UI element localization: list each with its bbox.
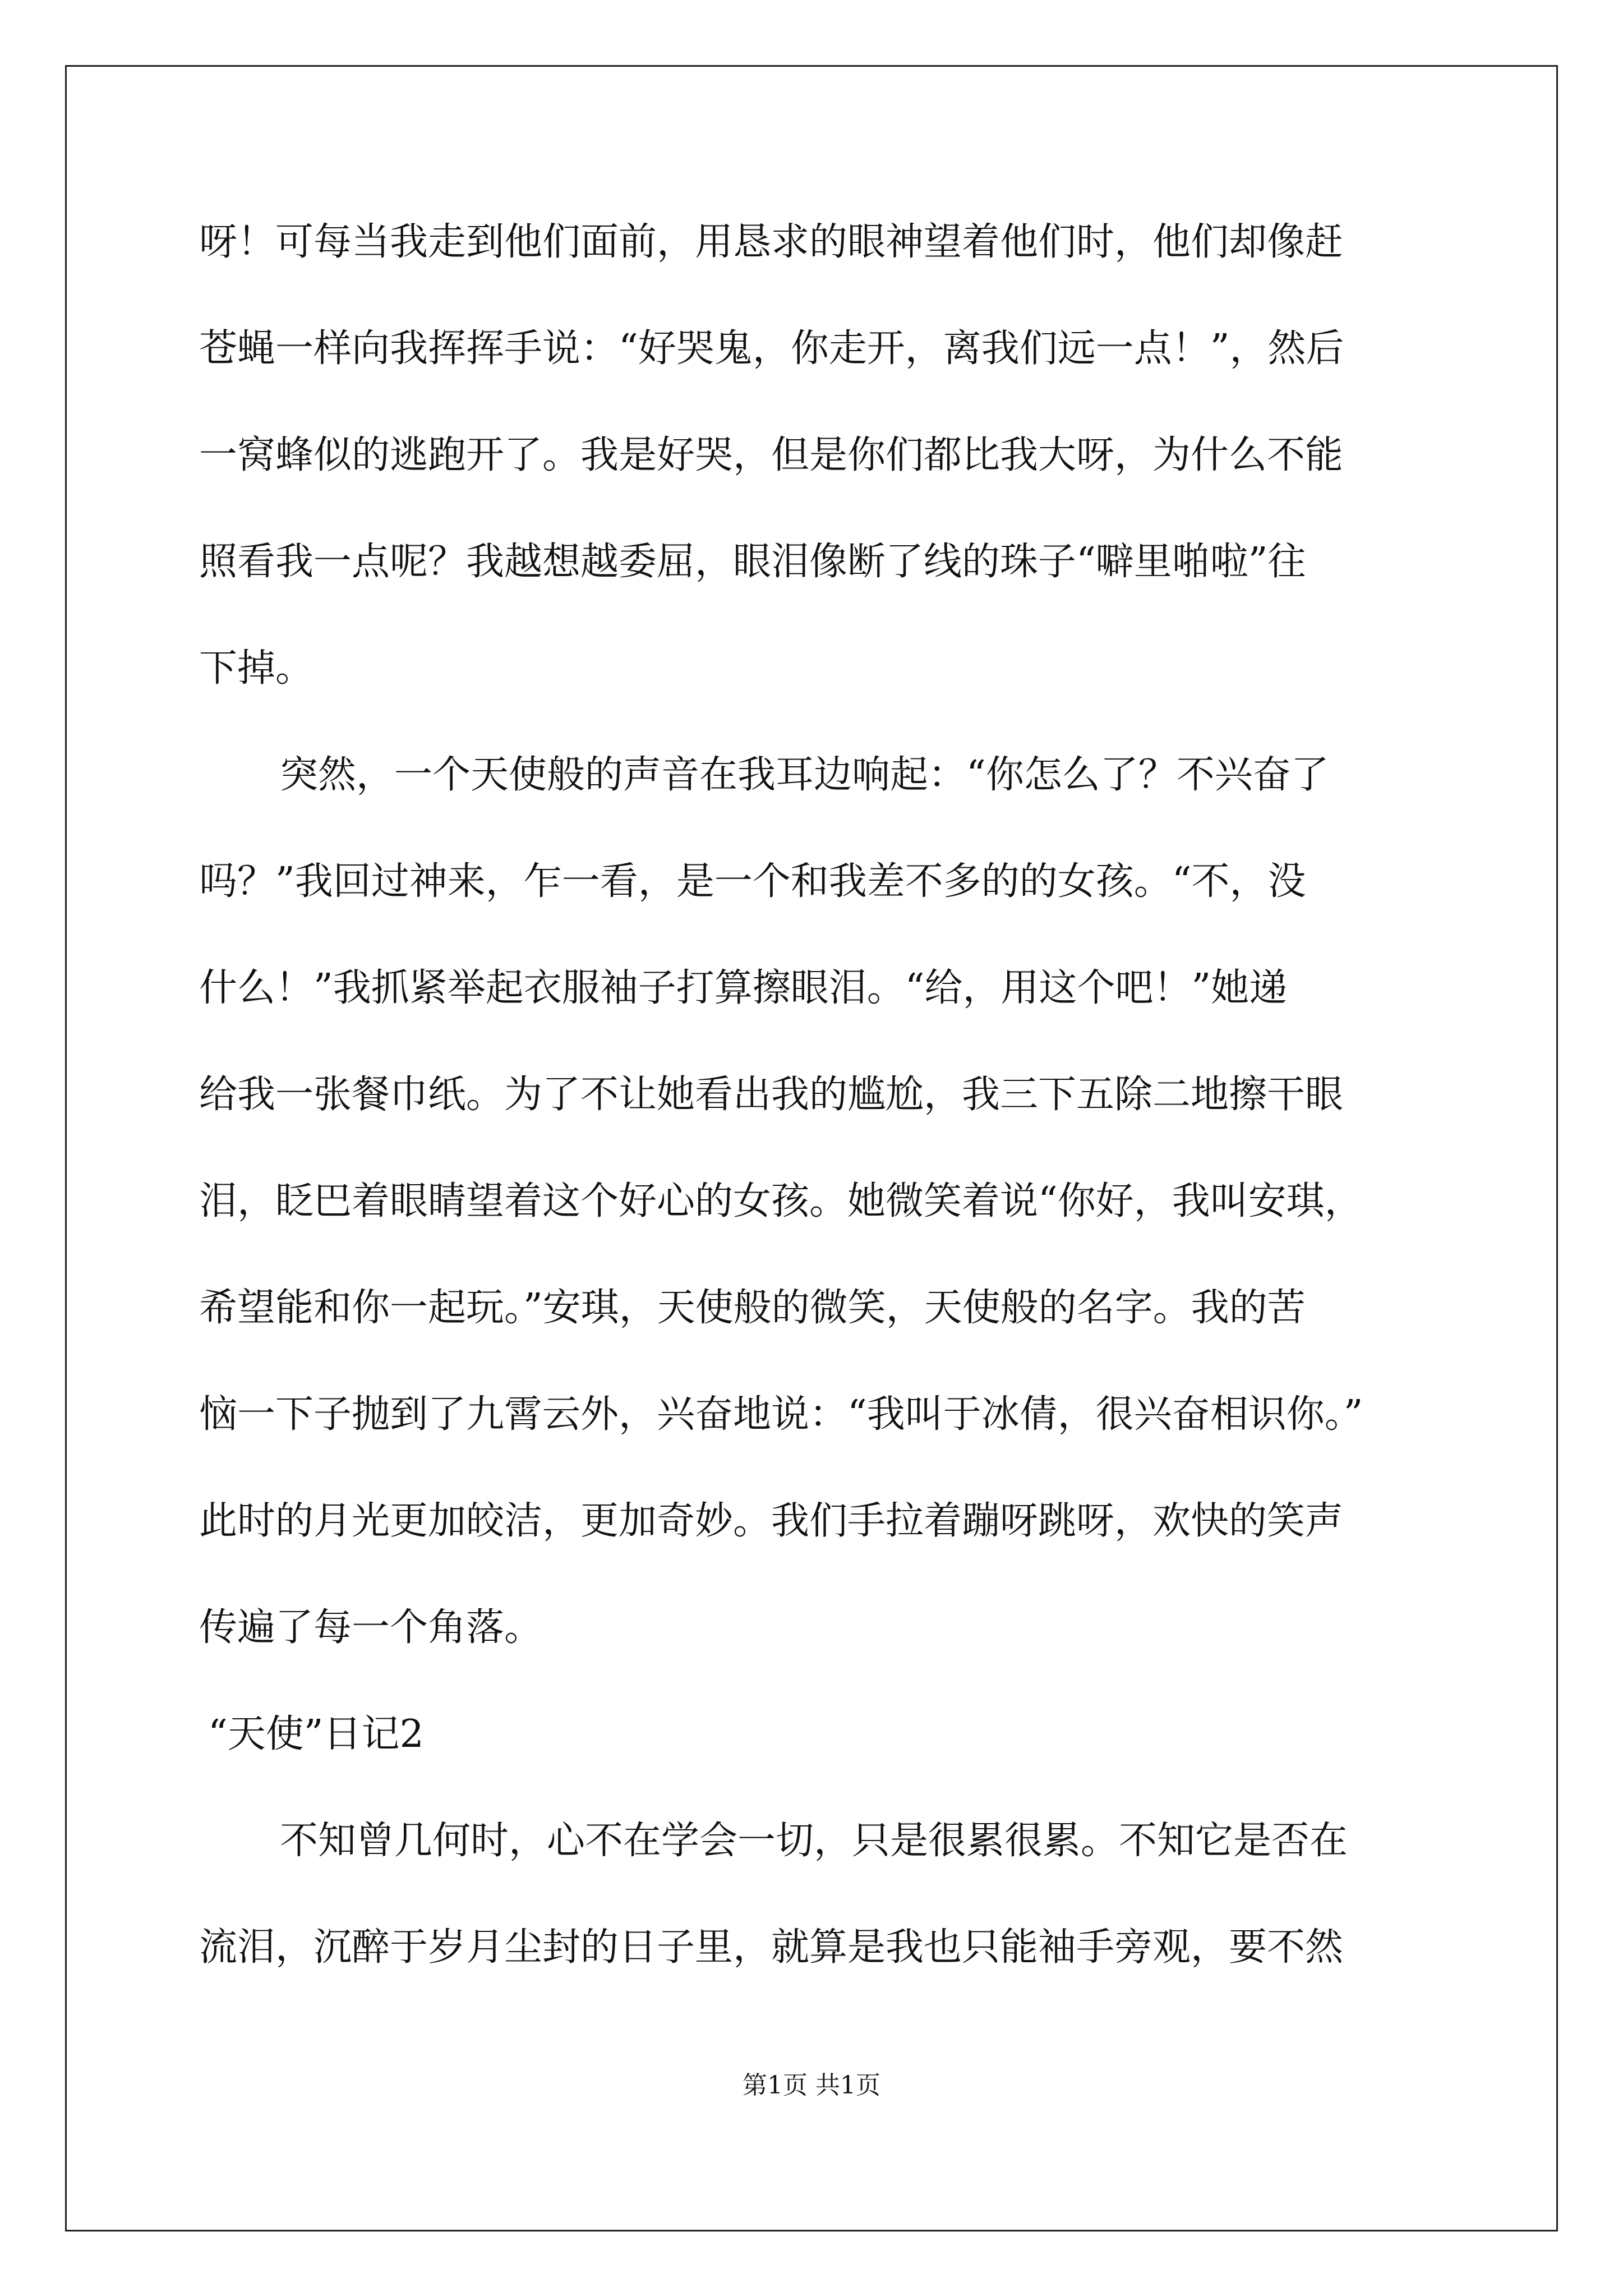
text-line: 流泪，沉醉于岁月尘封的日子里，就算是我也只能袖手旁观，要不然 [199, 1925, 1344, 1970]
text-line: 什么！”我抓紧举起衣服袖子打算擦眼泪。“给，用这个吧！”她递 [199, 966, 1288, 1010]
text-line: 给我一张餐巾纸。为了不让她看出我的尴尬，我三下五除二地擦干眼 [199, 1073, 1344, 1117]
text-line: 照看我一点呢？我越想越委屈，眼泪像断了线的珠子“噼里啪啦”往 [199, 540, 1306, 584]
text-line: 呀！可每当我走到他们面前，用恳求的眼神望着他们时，他们却像赶 [199, 220, 1344, 264]
text-line: 吗？”我回过神来，乍一看，是一个和我差不多的的女孩。“不，没 [199, 859, 1306, 904]
text-line: 不知曾几何时，心不在学会一切，只是很累很累。不知它是否在 [280, 1819, 1348, 1863]
text-line: 下掉。 [199, 646, 314, 691]
text-line: 一窝蜂似的逃跑开了。我是好哭，但是你们都比我大呀，为什么不能 [199, 433, 1344, 477]
text-line: 恼一下子抛到了九霄云外，兴奋地说：“我叫于冰倩，很兴奋相识你。” [199, 1392, 1363, 1437]
text-line: 突然，一个天使般的声音在我耳边响起：“你怎么了？不兴奋了 [280, 753, 1329, 797]
text-line: 泪，眨巴着眼睛望着这个好心的女孩。她微笑着说“你好，我叫安琪， [199, 1179, 1363, 1223]
text-line: 苍蝇一样向我挥挥手说：“好哭鬼，你走开，离我们远一点！”，然后 [199, 326, 1344, 371]
text-line: 传遍了每一个角落。 [199, 1605, 543, 1650]
page-number-footer: 第1页 共1页 [743, 2071, 880, 2100]
section-heading: “天使”日记2 [208, 1712, 424, 1756]
document-body [199, 209, 1435, 2021]
text-line: 希望能和你一起玩。”安琪，天使般的微笑，天使般的名字。我的苦 [199, 1286, 1306, 1330]
text-line: 此时的月光更加皎洁，更加奇妙。我们手拉着蹦呀跳呀，欢快的笑声 [199, 1499, 1344, 1543]
